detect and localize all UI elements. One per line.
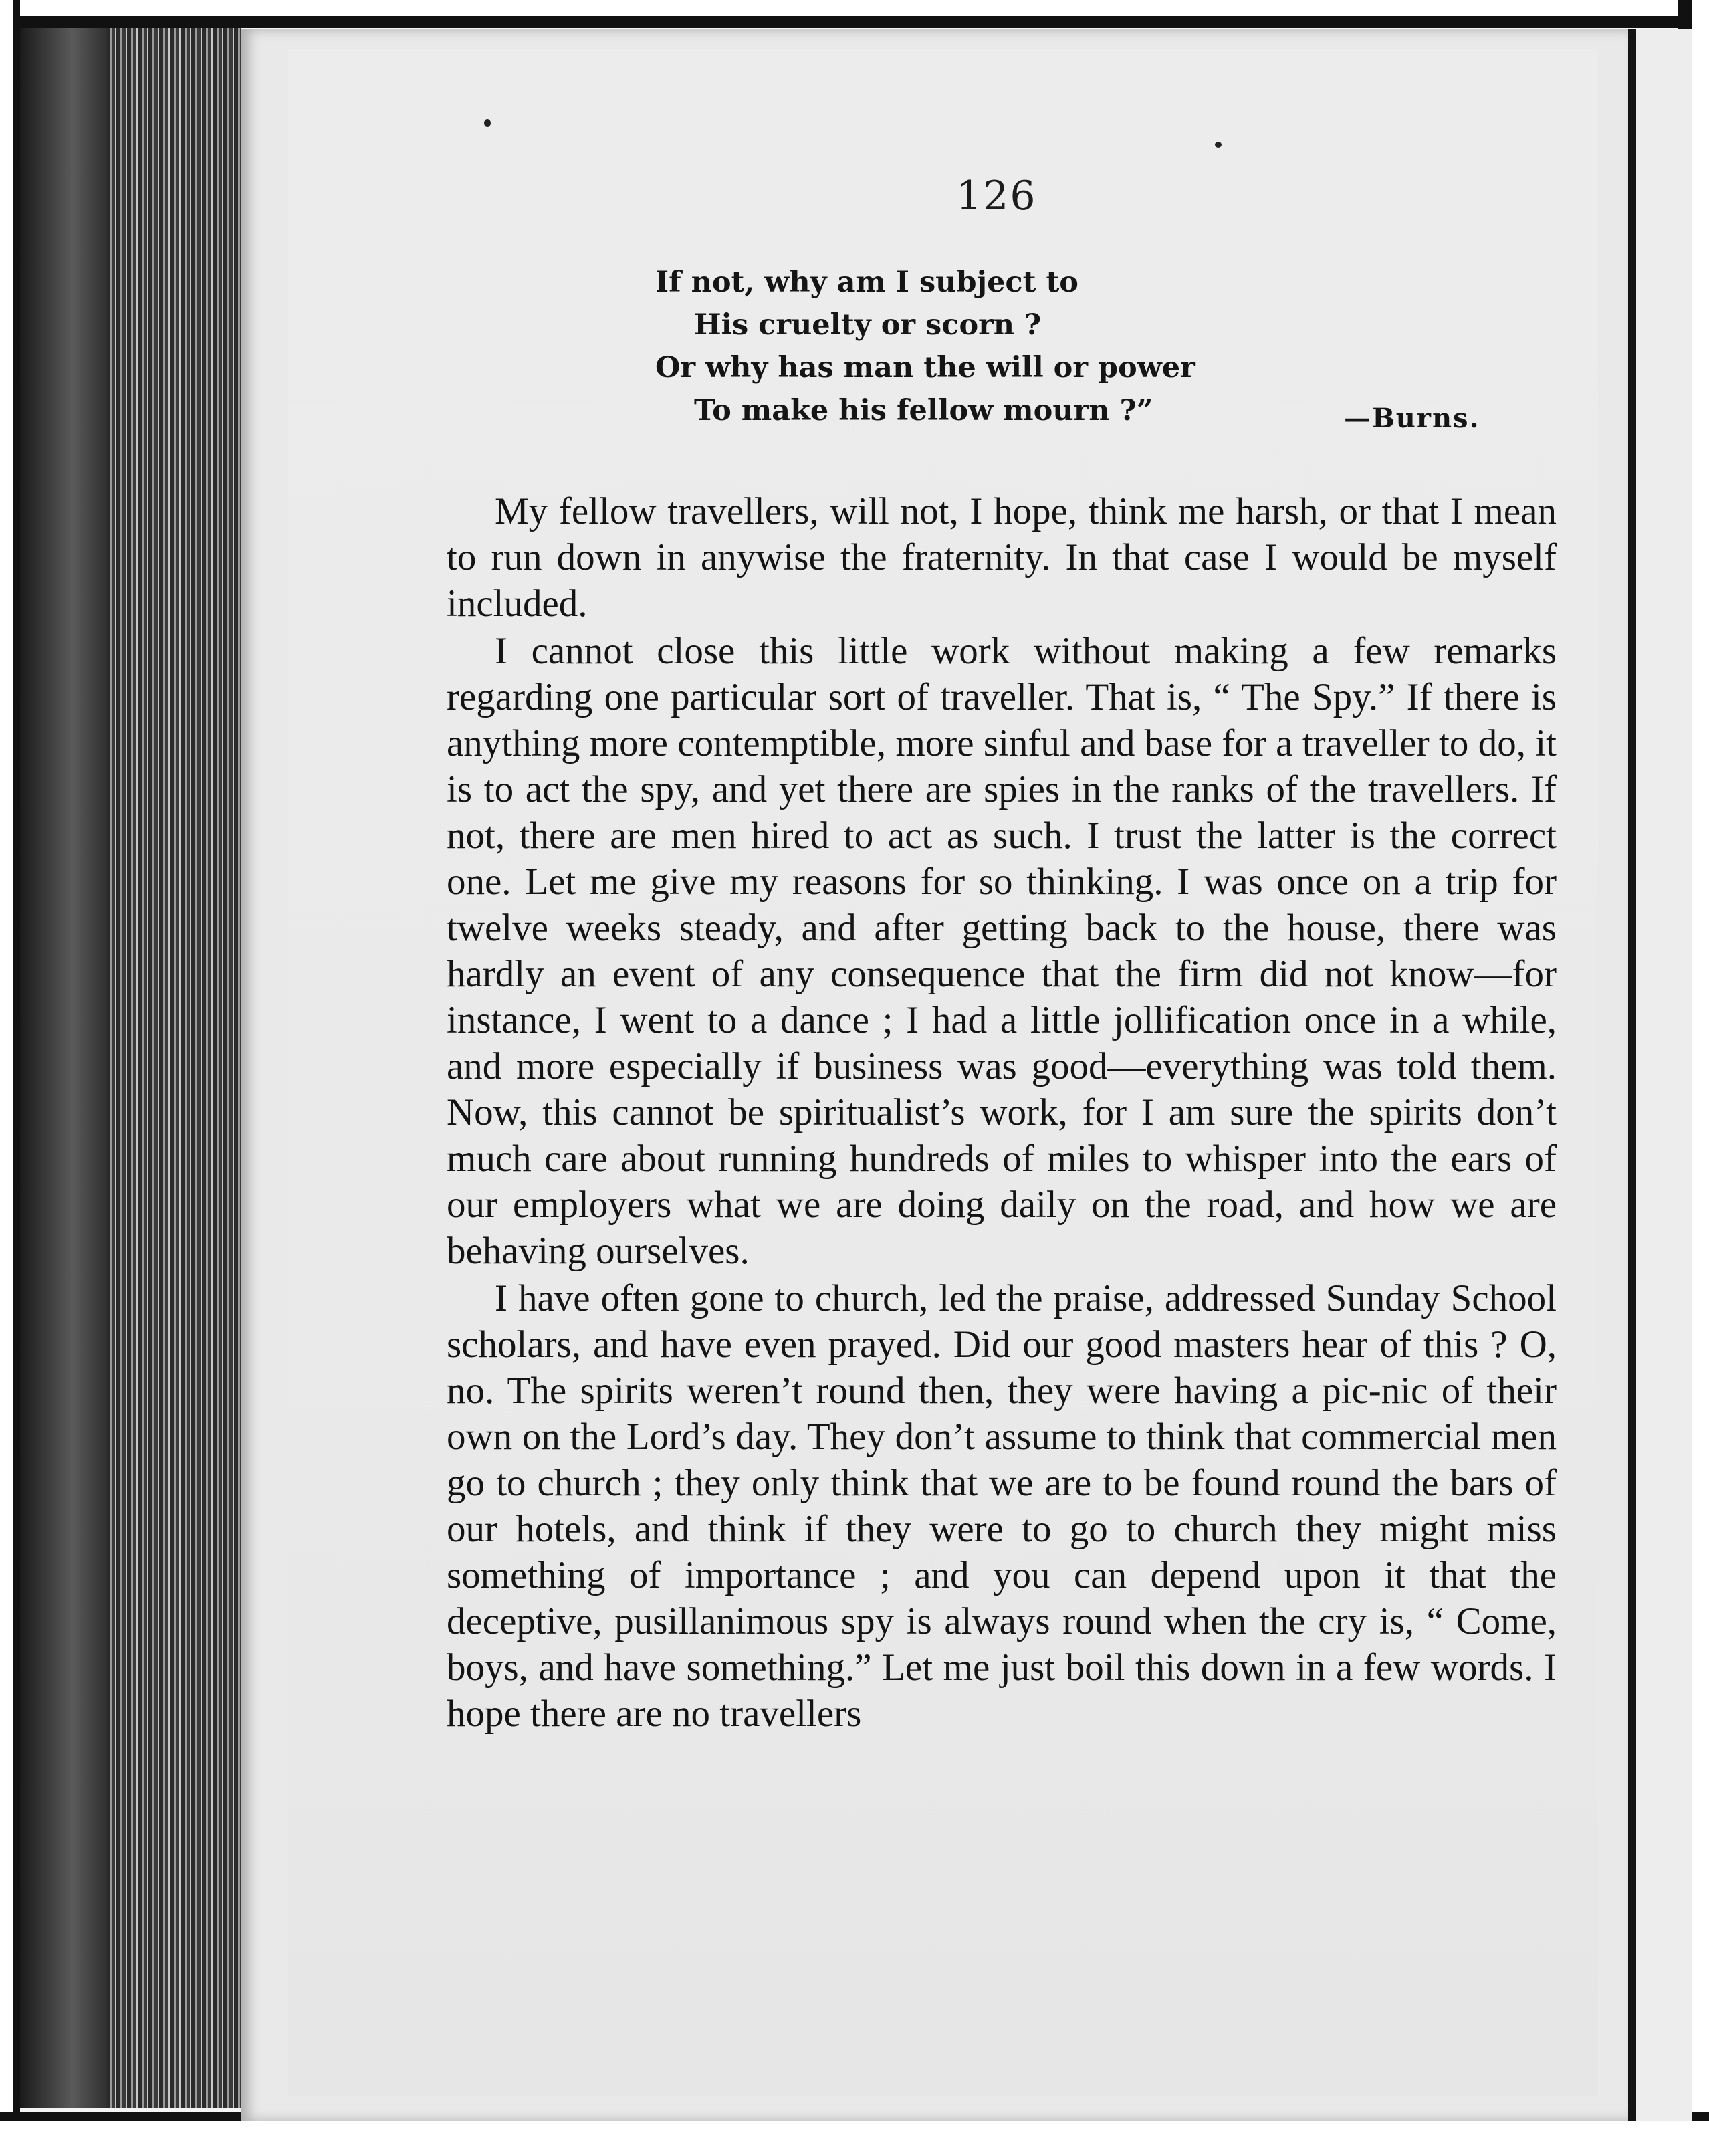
poem-line: To make his fellow mourn ?” [694,394,1153,427]
print-speck [484,119,491,127]
facing-page-gutter [1628,29,1636,2121]
facing-page [1636,29,1692,2121]
scan-border-left [0,0,20,2156]
paragraph: My fellow travellers, will not, I hope, think me harsh, or that I mean to run down in anywise the fraternity. In that case I would be myself included. [447,490,1557,625]
print-speck [1215,142,1222,148]
poem-line: If not, why am I subject to [655,265,1078,299]
paragraph: I have often gone to church, led the praise, addressed Sunday School scholars, and have even prayed. Did our good masters hear of this ? O, no. The spirits weren’t round then, they were having a pic-nic of their own on the Lord’s day. They don’t assume to think that commercial men go to church ; they only think that we are to be found round the bars of our hotels, and think if they were to go to church they might miss something of importance ; and you can depend upon it that the deceptive, pusillanimous spy is always round when the cry is, “ Come, boys, and have something.” Let me just boil this down in a few words. I hope there are no travellers [447,1277,1557,1735]
poem-attribution: —Burns. [1344,403,1480,434]
scan-border-top [0,0,1709,28]
body-text [447,488,1557,1737]
page-number: 126 [956,173,1037,219]
book-spine-shadow [20,28,107,2108]
poem-line: His cruelty or scorn ? [694,308,1042,342]
poem-quotation [655,261,1324,432]
paragraph: I cannot close this little work without making a few remarks regarding one particular sort of traveller. That is, “ The Spy.” If there is anything more contemptible, more sinful and base for a traveller to do, it is to act the spy, and yet there are spies in the ranks of the travellers. If not, there are men hired to act as such. I trust the latter is the correct one. Let me give my reasons for so thinking. I was once on a trip for twelve weeks steady, and after getting back to the house, there was hardly an event of any consequence that the firm did not know—for instance, I went to a dance ; I had a little jollification once in a while, and more especially if business was good—everything was told them. Now, this cannot be spiritualist’s work, for I am sure the spirits don’t much care about running hundreds of miles to whisper into the ears of our employers what we are doing daily on the road, and how we are behaving ourselves. [447,630,1557,1272]
poem-line: Or why has man the will or power [655,351,1195,385]
